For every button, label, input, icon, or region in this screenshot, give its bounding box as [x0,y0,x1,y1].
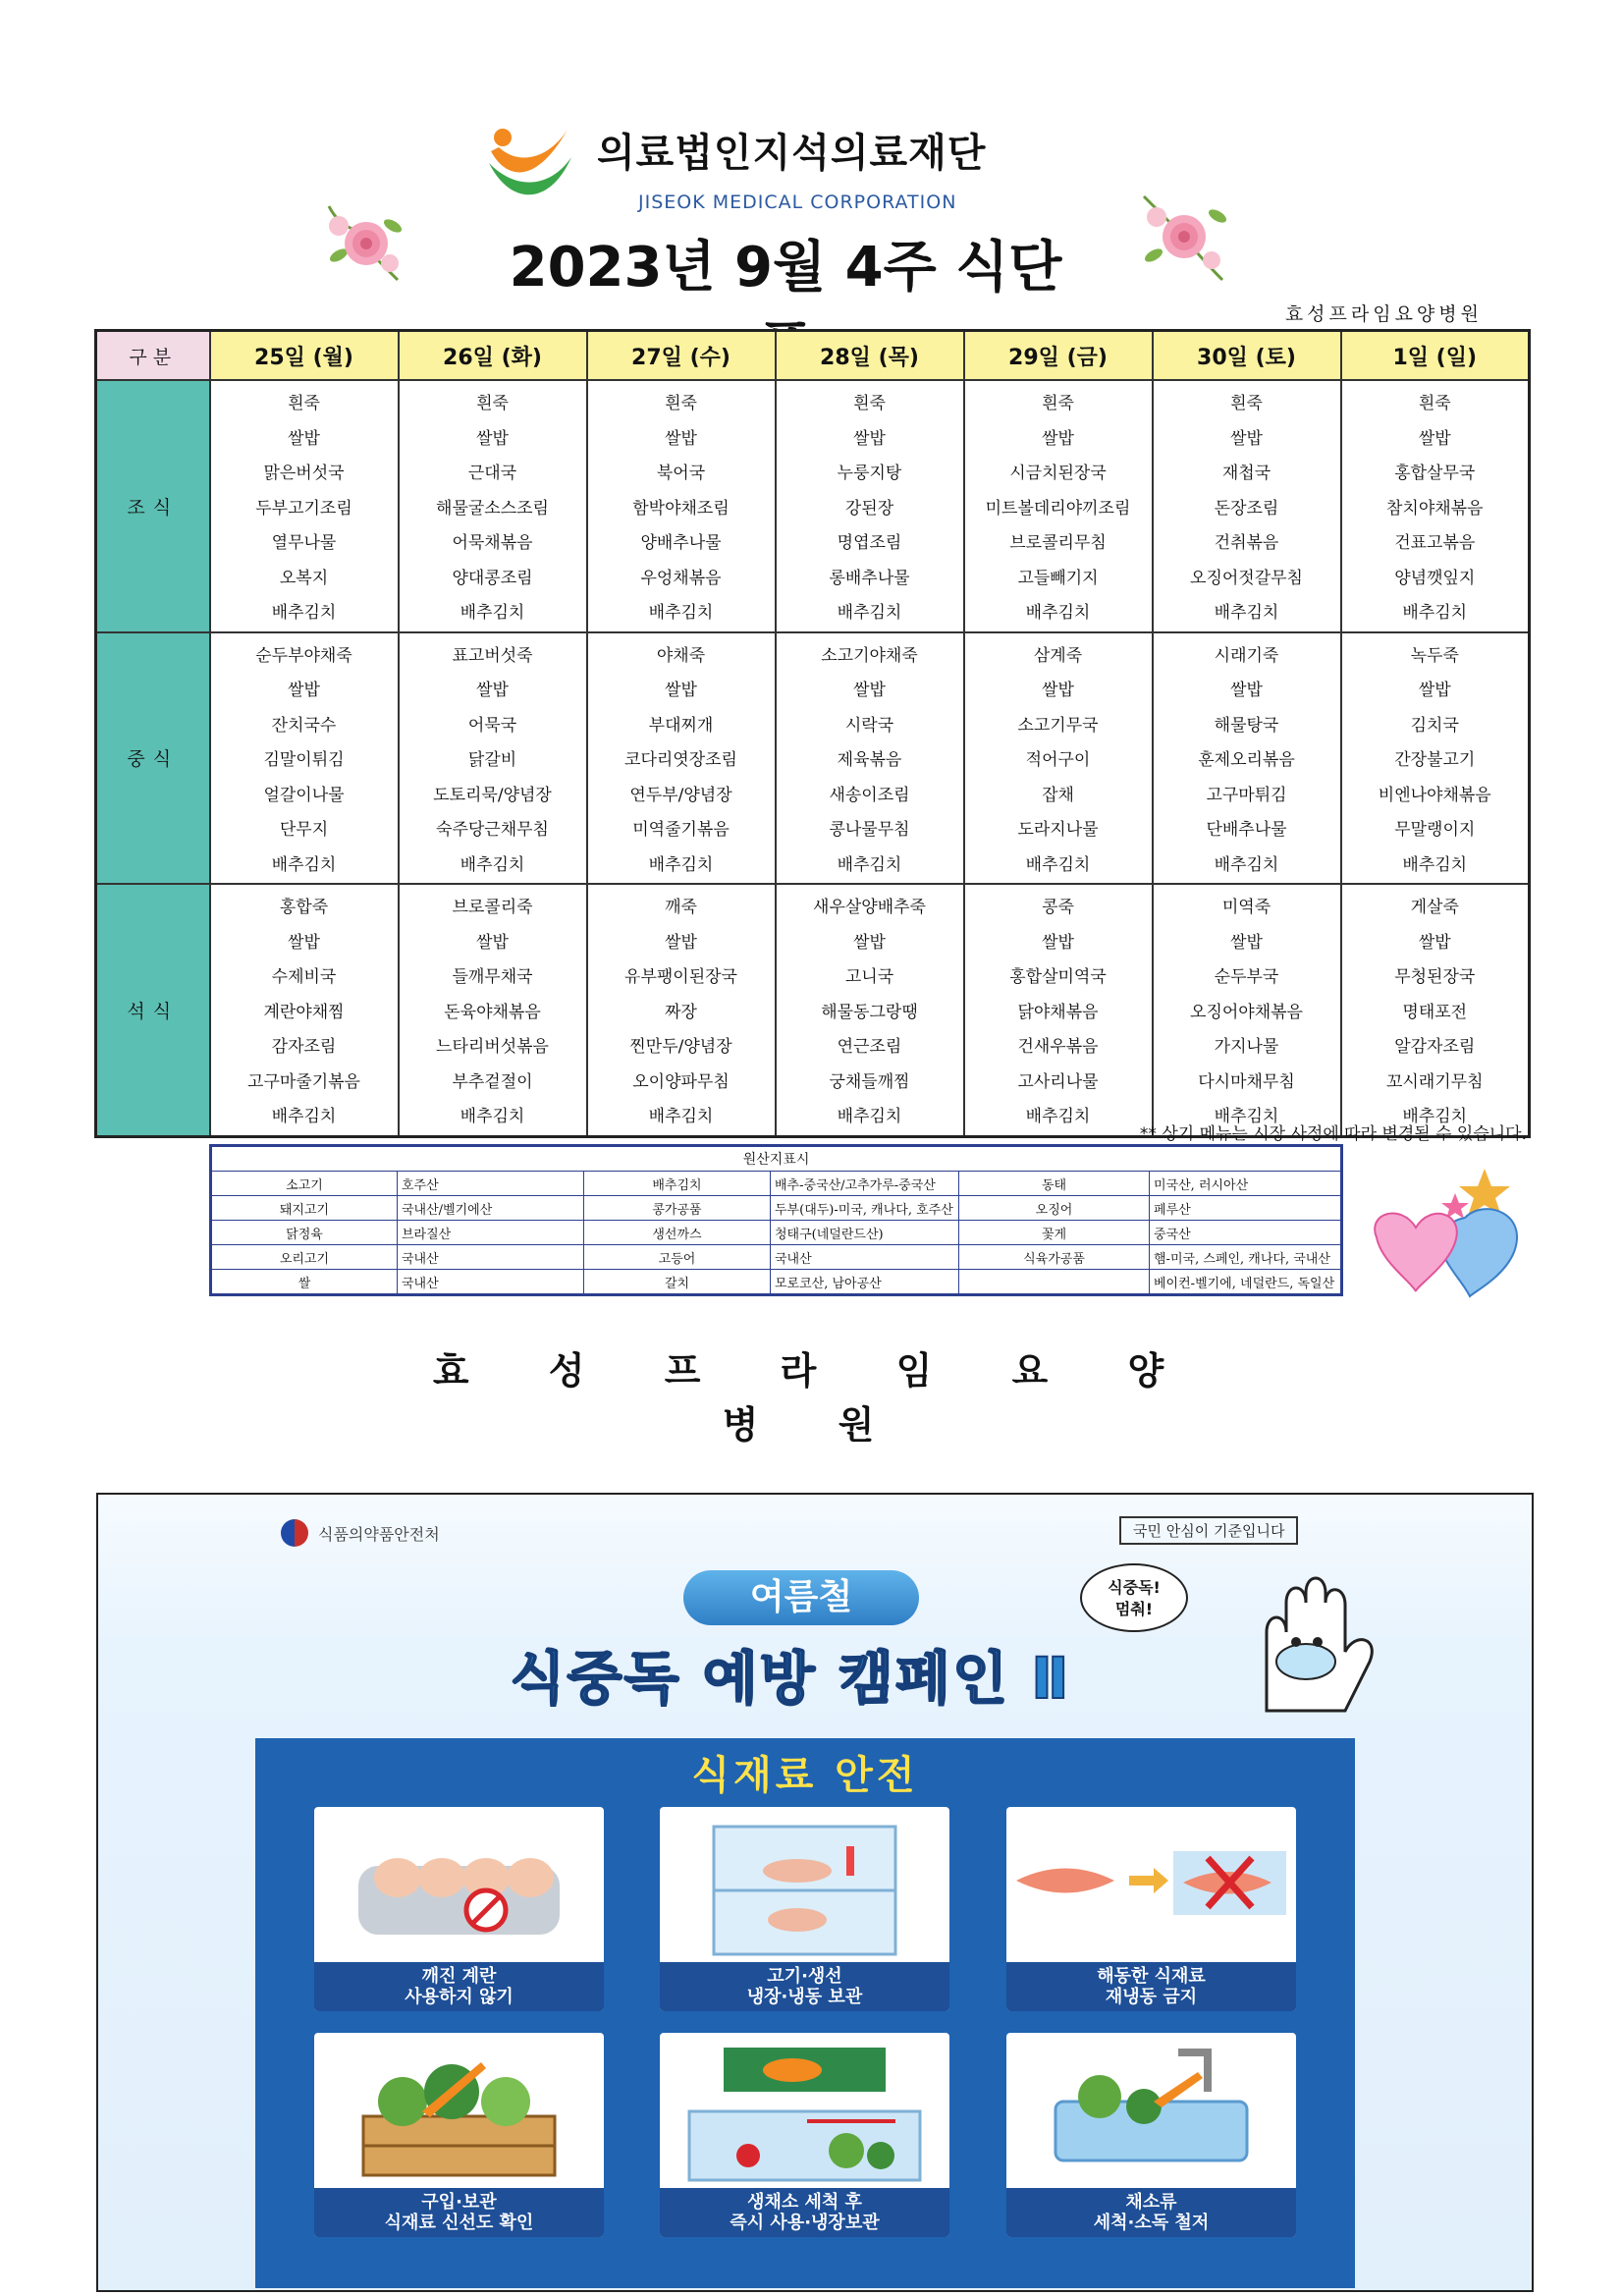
flower-decoration-icon [1129,182,1237,290]
menu-cell [587,884,776,1136]
dish-item: 미역죽 [1221,898,1271,917]
dish-item: 우엉채볶음 [640,568,722,588]
dish-list [965,381,1152,631]
dish-item: 해물탕국 [1214,715,1279,736]
weekly-menu-table [94,329,1531,1138]
tip-caption-line: 식재료 신선도 확인 [384,2213,534,2233]
dish-item: 부추겉절이 [452,1071,533,1092]
dish-item: 느타리버섯볶음 [436,1037,549,1057]
dish-item: 배추김치 [1025,1107,1091,1126]
flower-decoration-icon [309,187,417,295]
tip-caption-line: 세척·소독 철저 [1093,2213,1210,2233]
tip-card [314,2033,604,2237]
dish-item: 표고버섯죽 [452,645,533,666]
refrigerator-icon [660,1807,949,1962]
government-emblem-icon [281,1519,308,1547]
origin-item: 배추김치 [584,1172,771,1196]
tip-caption [314,2188,604,2237]
dish-item: 롱배추나물 [829,568,910,588]
dish-item: 참치야채볶음 [1385,498,1484,519]
menu-change-note: ** 상기 메뉴는 시장 사정에 따라 변경될 수 있습니다. [1139,1124,1527,1144]
dish-item: 닭갈비 [467,750,517,770]
dish-item: 건표고볶음 [1394,533,1476,553]
dish-item: 닭야채볶음 [1017,1002,1099,1022]
dish-list [588,381,775,631]
dish-item: 쌀밥 [1418,428,1451,449]
tip-card [1006,2033,1296,2237]
vegetable-washing-icon [1006,2033,1296,2188]
dish-item: 쌀밥 [1230,681,1263,700]
origin-country: 브라질산 [398,1221,584,1245]
dish-item: 비엔나야채볶음 [1378,785,1491,805]
dish-item: 흰죽 [476,394,509,413]
dish-item: 연두부/양념장 [629,785,732,805]
dish-item: 김치국 [1410,715,1459,736]
poster-slogan: 국민 안심이 기준입니다 [1119,1516,1298,1545]
dish-item: 새우살양배추죽 [813,898,926,917]
menu-cell [399,884,587,1136]
menu-header-row [96,331,1530,381]
glove-mascot-icon [1227,1563,1443,1721]
dish-item: 시래기죽 [1214,645,1279,666]
origin-row [211,1270,1342,1295]
dish-item: 배추김치 [1402,854,1468,875]
dish-item: 쌀밥 [1042,932,1074,953]
dish-item: 브로콜리죽 [452,898,533,917]
food-poisoning-poster [96,1493,1534,2292]
meal-row [96,884,1530,1136]
dish-item: 쌀밥 [1418,932,1451,953]
day-header: 30일 (토) [1153,331,1341,381]
dish-item: 배추김치 [1402,603,1468,623]
origin-country: 미국산, 러시아산 [1150,1172,1342,1196]
day-header: 28일 (목) [776,331,964,381]
dish-item: 시금치된장국 [1009,464,1107,483]
origin-item: 오징어 [959,1196,1150,1221]
dish-item: 무청된장국 [1394,967,1476,987]
dish-item: 흰죽 [853,394,886,413]
dish-item: 열무나물 [271,533,337,553]
dish-item: 건새우볶음 [1017,1037,1099,1057]
origin-item: 소고기 [211,1172,398,1196]
tip-card [314,1807,604,2011]
dish-item: 배추김치 [837,603,902,623]
agency-name: 식품의약품안전처 [318,1524,440,1544]
hospital-name-footer: 효 성 프 라 임 요 양 병 원 [432,1349,1198,1447]
dish-item: 양념깻잎지 [1394,568,1476,588]
dish-item: 어묵채볶음 [452,533,533,553]
day-header: 26일 (화) [399,331,587,381]
menu-cell [776,632,964,885]
day-header: 25일 (월) [210,331,399,381]
dish-item: 단무지 [279,820,329,840]
origin-table [209,1144,1343,1296]
category-header: 구분 [96,331,210,381]
dish-item: 고구마줄기볶음 [247,1071,360,1092]
menu-cell [964,380,1153,632]
agency-label [281,1519,440,1547]
dish-item: 배추김치 [1025,854,1091,875]
dish-item: 삼계죽 [1033,645,1083,666]
menu-cell [210,632,399,885]
dish-item: 해물굴소스조림 [436,498,549,519]
dish-item: 배추김치 [1214,854,1279,875]
dish-item: 배추김치 [1025,603,1091,623]
menu-title: 2023년 9월 4주 식단 [509,236,1062,300]
dish-item: 근대국 [467,464,517,483]
dish-list [1154,381,1340,631]
dish-item: 배추김치 [1214,603,1279,623]
dish-list [1342,381,1529,631]
origin-country: 배추-중국산/고추가루-중국산 [771,1172,959,1196]
dish-item: 배추김치 [648,854,714,875]
dish-list [777,633,963,884]
tip-caption-line: 채소류 [1125,2192,1177,2213]
dish-item: 배추김치 [460,854,525,875]
tip-caption-line: 깨진 계란 [421,1966,497,1987]
tip-caption-line: 냉장·냉동 보관 [746,1987,863,2007]
meal-label: 중식 [96,632,210,885]
dish-list [777,885,963,1135]
menu-cell [776,380,964,632]
dish-item: 쌀밥 [665,681,697,700]
dish-item: 새송이조림 [829,785,910,805]
dish-item: 흰죽 [1042,394,1074,413]
origin-item: 고등어 [584,1245,771,1270]
tip-caption-line: 해동한 식재료 [1097,1966,1206,1987]
origin-item: 콩가공품 [584,1196,771,1221]
origin-country: 청태구(네덜란드산) [771,1221,959,1245]
dish-item: 어묵국 [467,715,517,736]
menu-cell [776,884,964,1136]
dish-item: 쌀밥 [853,428,886,449]
dish-list [588,885,775,1135]
dish-item: 명엽조림 [837,533,902,553]
menu-cell [1341,632,1530,885]
dish-item: 고니국 [844,967,894,987]
origin-row [211,1196,1342,1221]
dish-item: 간장불고기 [1394,750,1476,770]
dish-item: 미역줄기볶음 [632,820,730,840]
dish-item: 오복지 [279,568,329,588]
origin-item: 식육가공품 [959,1245,1150,1270]
dish-item: 배추김치 [837,1107,902,1126]
dish-item: 흰죽 [1230,394,1263,413]
fridge-vegetables-icon [660,2033,949,2188]
dish-item: 잔치국수 [271,715,337,736]
campaign-title: 식중독 예방 캠페인 Ⅱ [510,1645,1071,1712]
dish-item: 쌀밥 [1042,681,1074,700]
dish-item: 함박야채조림 [632,498,730,519]
dish-item: 무말랭이지 [1394,820,1476,840]
meal-label: 조식 [96,380,210,632]
origin-row [211,1245,1342,1270]
dish-item: 쌀밥 [1042,428,1074,449]
dish-item: 소고기야채죽 [821,645,918,666]
dish-item: 흰죽 [1418,394,1451,413]
dish-item: 순두부국 [1214,967,1279,987]
no-refreeze-icon [1006,1807,1296,1962]
dish-item: 두부고기조림 [255,498,352,519]
dish-item: 계란야채찜 [263,1002,345,1022]
dish-item: 짜장 [665,1002,697,1022]
day-header: 27일 (수) [587,331,776,381]
origin-item: 돼지고기 [211,1196,398,1221]
origin-country: 호주산 [398,1172,584,1196]
dish-item: 쌀밥 [476,681,509,700]
dish-list [588,633,775,884]
dish-item: 고사리나물 [1017,1071,1099,1092]
dish-item: 잡채 [1042,785,1074,805]
speech-bubble [1080,1563,1188,1632]
dish-item: 유부팽이된장국 [624,967,737,987]
origin-item: 쌀 [211,1270,398,1295]
origin-row [211,1172,1342,1196]
dish-item: 숙주당근채무침 [436,820,549,840]
meal-label: 석식 [96,884,210,1136]
dish-list [211,885,398,1135]
dish-item: 순두부야채죽 [255,645,352,666]
dish-item: 흰죽 [665,394,697,413]
foundation-logo [481,118,579,208]
dish-item: 쌀밥 [288,428,320,449]
dish-item: 쌀밥 [1418,681,1451,700]
vegetable-crate-icon [314,2033,604,2188]
dish-item: 브로콜리무침 [1009,533,1107,553]
dish-item: 배추김치 [460,1107,525,1126]
dish-list [777,381,963,631]
dish-item: 배추김치 [648,1107,714,1126]
dish-list [1342,885,1529,1135]
dish-item: 홍합살미역국 [1009,967,1107,987]
origin-country: 두부(대두)-미국, 캐나다, 호주산 [771,1196,959,1221]
menu-cell [1153,884,1341,1136]
dish-item: 콩나물무침 [829,820,910,840]
dish-item: 연근조림 [837,1037,902,1057]
dish-item: 김말이튀김 [263,750,345,770]
dish-item: 배추김치 [271,1107,337,1126]
organization-name: 의료법인지석의료재단 [597,131,987,176]
dish-item: 누룽지탕 [837,464,902,483]
origin-country: 국내산 [398,1270,584,1295]
dish-list [211,381,398,631]
origin-country: 국내산/벨기에산 [398,1196,584,1221]
dish-item: 맑은버섯국 [263,464,345,483]
menu-cell [587,380,776,632]
menu-cell [1341,884,1530,1136]
dish-item: 홍합살무국 [1394,464,1476,483]
bubble-line: 식중독! [1108,1578,1161,1597]
dish-list [211,633,398,884]
egg-carton-icon [314,1807,604,1962]
dish-item: 녹두죽 [1410,645,1459,666]
origin-item: 닭정육 [211,1221,398,1245]
menu-cell [964,884,1153,1136]
dish-item: 홍합죽 [279,898,329,917]
dish-item: 도라지나물 [1017,820,1099,840]
dish-item: 도토리묵/양념장 [433,785,552,805]
tip-caption [1006,1962,1296,2011]
dish-item: 쌀밥 [665,932,697,953]
tip-caption-line: 고기·생선 [767,1966,842,1987]
meal-row [96,380,1530,632]
dish-item: 미트볼데리야끼조림 [985,498,1131,519]
dish-item: 코다리엿장조림 [624,750,737,770]
tip-card [1006,1807,1296,2011]
menu-cell [1153,380,1341,632]
season-badge: 여름철 [683,1570,919,1625]
dish-list [1154,885,1340,1135]
origin-country: 모로코산, 남아공산 [771,1270,959,1295]
dish-item: 배추김치 [460,603,525,623]
tip-caption-line: 생채소 세척 후 [747,2192,862,2213]
origin-item: 생선까스 [584,1221,771,1245]
dish-item: 배추김치 [271,854,337,875]
dish-item: 돈육야채볶음 [444,1002,541,1022]
dish-item: 북어국 [656,464,706,483]
tip-caption-line: 구입·보관 [421,2192,497,2213]
menu-cell [964,632,1153,885]
dish-item: 소고기무국 [1017,715,1099,736]
dish-item: 배추김치 [648,603,714,623]
dish-item: 강된장 [844,498,894,519]
origin-item [959,1270,1150,1295]
dish-list [400,885,586,1135]
dish-item: 쌀밥 [853,681,886,700]
dish-item: 쌀밥 [476,428,509,449]
dish-item: 궁채들깨찜 [829,1071,910,1092]
dish-item: 쌀밥 [288,932,320,953]
origin-country: 국내산 [771,1245,959,1270]
tip-caption [660,2188,949,2237]
dish-item: 알감자조림 [1394,1037,1476,1057]
dish-item: 쌀밥 [665,428,697,449]
dish-item: 해물동그랑땡 [821,1002,918,1022]
origin-item: 동태 [959,1172,1150,1196]
tip-caption-line: 사용하지 않기 [405,1987,514,2007]
organization-english-name: JISEOK MEDICAL CORPORATION [638,191,957,213]
tip-caption [314,1962,604,2011]
dish-list [400,633,586,884]
dish-item: 흰죽 [288,394,320,413]
dish-item: 쌀밥 [853,932,886,953]
menu-cell [399,380,587,632]
panel-title: 식재료 안전 [691,1753,919,1798]
dish-item: 고들빼기지 [1017,568,1099,588]
day-header: 29일 (금) [964,331,1153,381]
dish-item: 다시마채무침 [1198,1071,1295,1092]
dish-item: 쌀밥 [1230,932,1263,953]
dish-item: 양대콩조림 [452,568,533,588]
dish-item: 깨죽 [665,898,697,917]
dish-item: 시락국 [844,715,894,736]
dish-item: 돈장조림 [1214,498,1279,519]
dish-item: 쌀밥 [288,681,320,700]
dish-item: 게살죽 [1410,898,1459,917]
ingredient-safety-panel [255,1738,1355,2288]
origin-country: 페루산 [1150,1196,1342,1221]
bubble-line: 멈춰! [1114,1600,1154,1618]
dish-item: 쌀밥 [476,932,509,953]
dish-item: 오징어야채볶음 [1190,1002,1303,1022]
menu-cell [1153,632,1341,885]
dish-item: 건취볶음 [1214,533,1279,553]
hospital-name: 효성프라임요양병원 [1284,303,1483,325]
dish-item: 부대찌개 [648,715,714,736]
origin-country: 햄-미국, 스페인, 캐나다, 국내산 [1150,1245,1342,1270]
dish-item: 배추김치 [1214,1107,1279,1126]
menu-cell [1341,380,1530,632]
dish-item: 훈제오리볶음 [1198,750,1295,770]
menu-cell [587,632,776,885]
meal-row [96,632,1530,885]
dish-list [965,885,1152,1135]
dish-item: 단배추나물 [1206,820,1287,840]
dish-item: 감자조림 [271,1037,337,1057]
dish-item: 명태포전 [1402,1002,1468,1022]
tip-caption [1006,2188,1296,2237]
tip-caption-line: 즉시 사용·냉장보관 [730,2213,880,2233]
dish-item: 고구마튀김 [1206,785,1287,805]
dish-item: 배추김치 [271,603,337,623]
menu-cell [399,632,587,885]
dish-item: 야채죽 [656,645,706,666]
dish-item: 수제비국 [271,967,337,987]
dish-item: 배추김치 [1402,1107,1468,1126]
dish-item: 양배추나물 [640,533,722,553]
dish-item: 들깨무채국 [452,967,533,987]
dish-item: 오징어젓갈무침 [1190,568,1303,588]
origin-row [211,1221,1342,1245]
menu-cell [210,380,399,632]
tip-card [660,2033,949,2237]
origin-country: 국내산 [398,1245,584,1270]
dish-item: 콩죽 [1042,898,1074,917]
origin-item: 꽃게 [959,1221,1150,1245]
dish-item: 쌀밥 [1230,428,1263,449]
dish-item: 오이양파무침 [632,1071,730,1092]
origin-country: 베이컨-벨기에, 네덜란드, 독일산 [1150,1270,1342,1295]
dish-item: 적어구이 [1025,750,1091,770]
dish-list [1342,633,1529,884]
dish-item: 찐만두/양념장 [629,1037,732,1057]
tip-caption-line: 재냉동 금지 [1105,1987,1198,2007]
dish-item: 꼬시래기무침 [1385,1071,1484,1092]
origin-item: 갈치 [584,1270,771,1295]
dish-item: 제육볶음 [837,750,902,770]
tip-card [660,1807,949,2011]
dish-list [965,633,1152,884]
origin-country: 중국산 [1150,1221,1342,1245]
origin-item: 오리고기 [211,1245,398,1270]
dish-list [400,381,586,631]
dish-item: 가지나물 [1214,1037,1279,1057]
dish-item: 얼갈이나물 [263,785,345,805]
dish-item: 배추김치 [837,854,902,875]
origin-title: 원산지표시 [211,1146,1342,1172]
dish-item: 재첩국 [1221,464,1271,483]
menu-cell [210,884,399,1136]
day-header: 1일 (일) [1341,331,1530,381]
hearts-decoration-icon [1357,1159,1534,1321]
dish-list [1154,633,1340,884]
tip-caption [660,1962,949,2011]
